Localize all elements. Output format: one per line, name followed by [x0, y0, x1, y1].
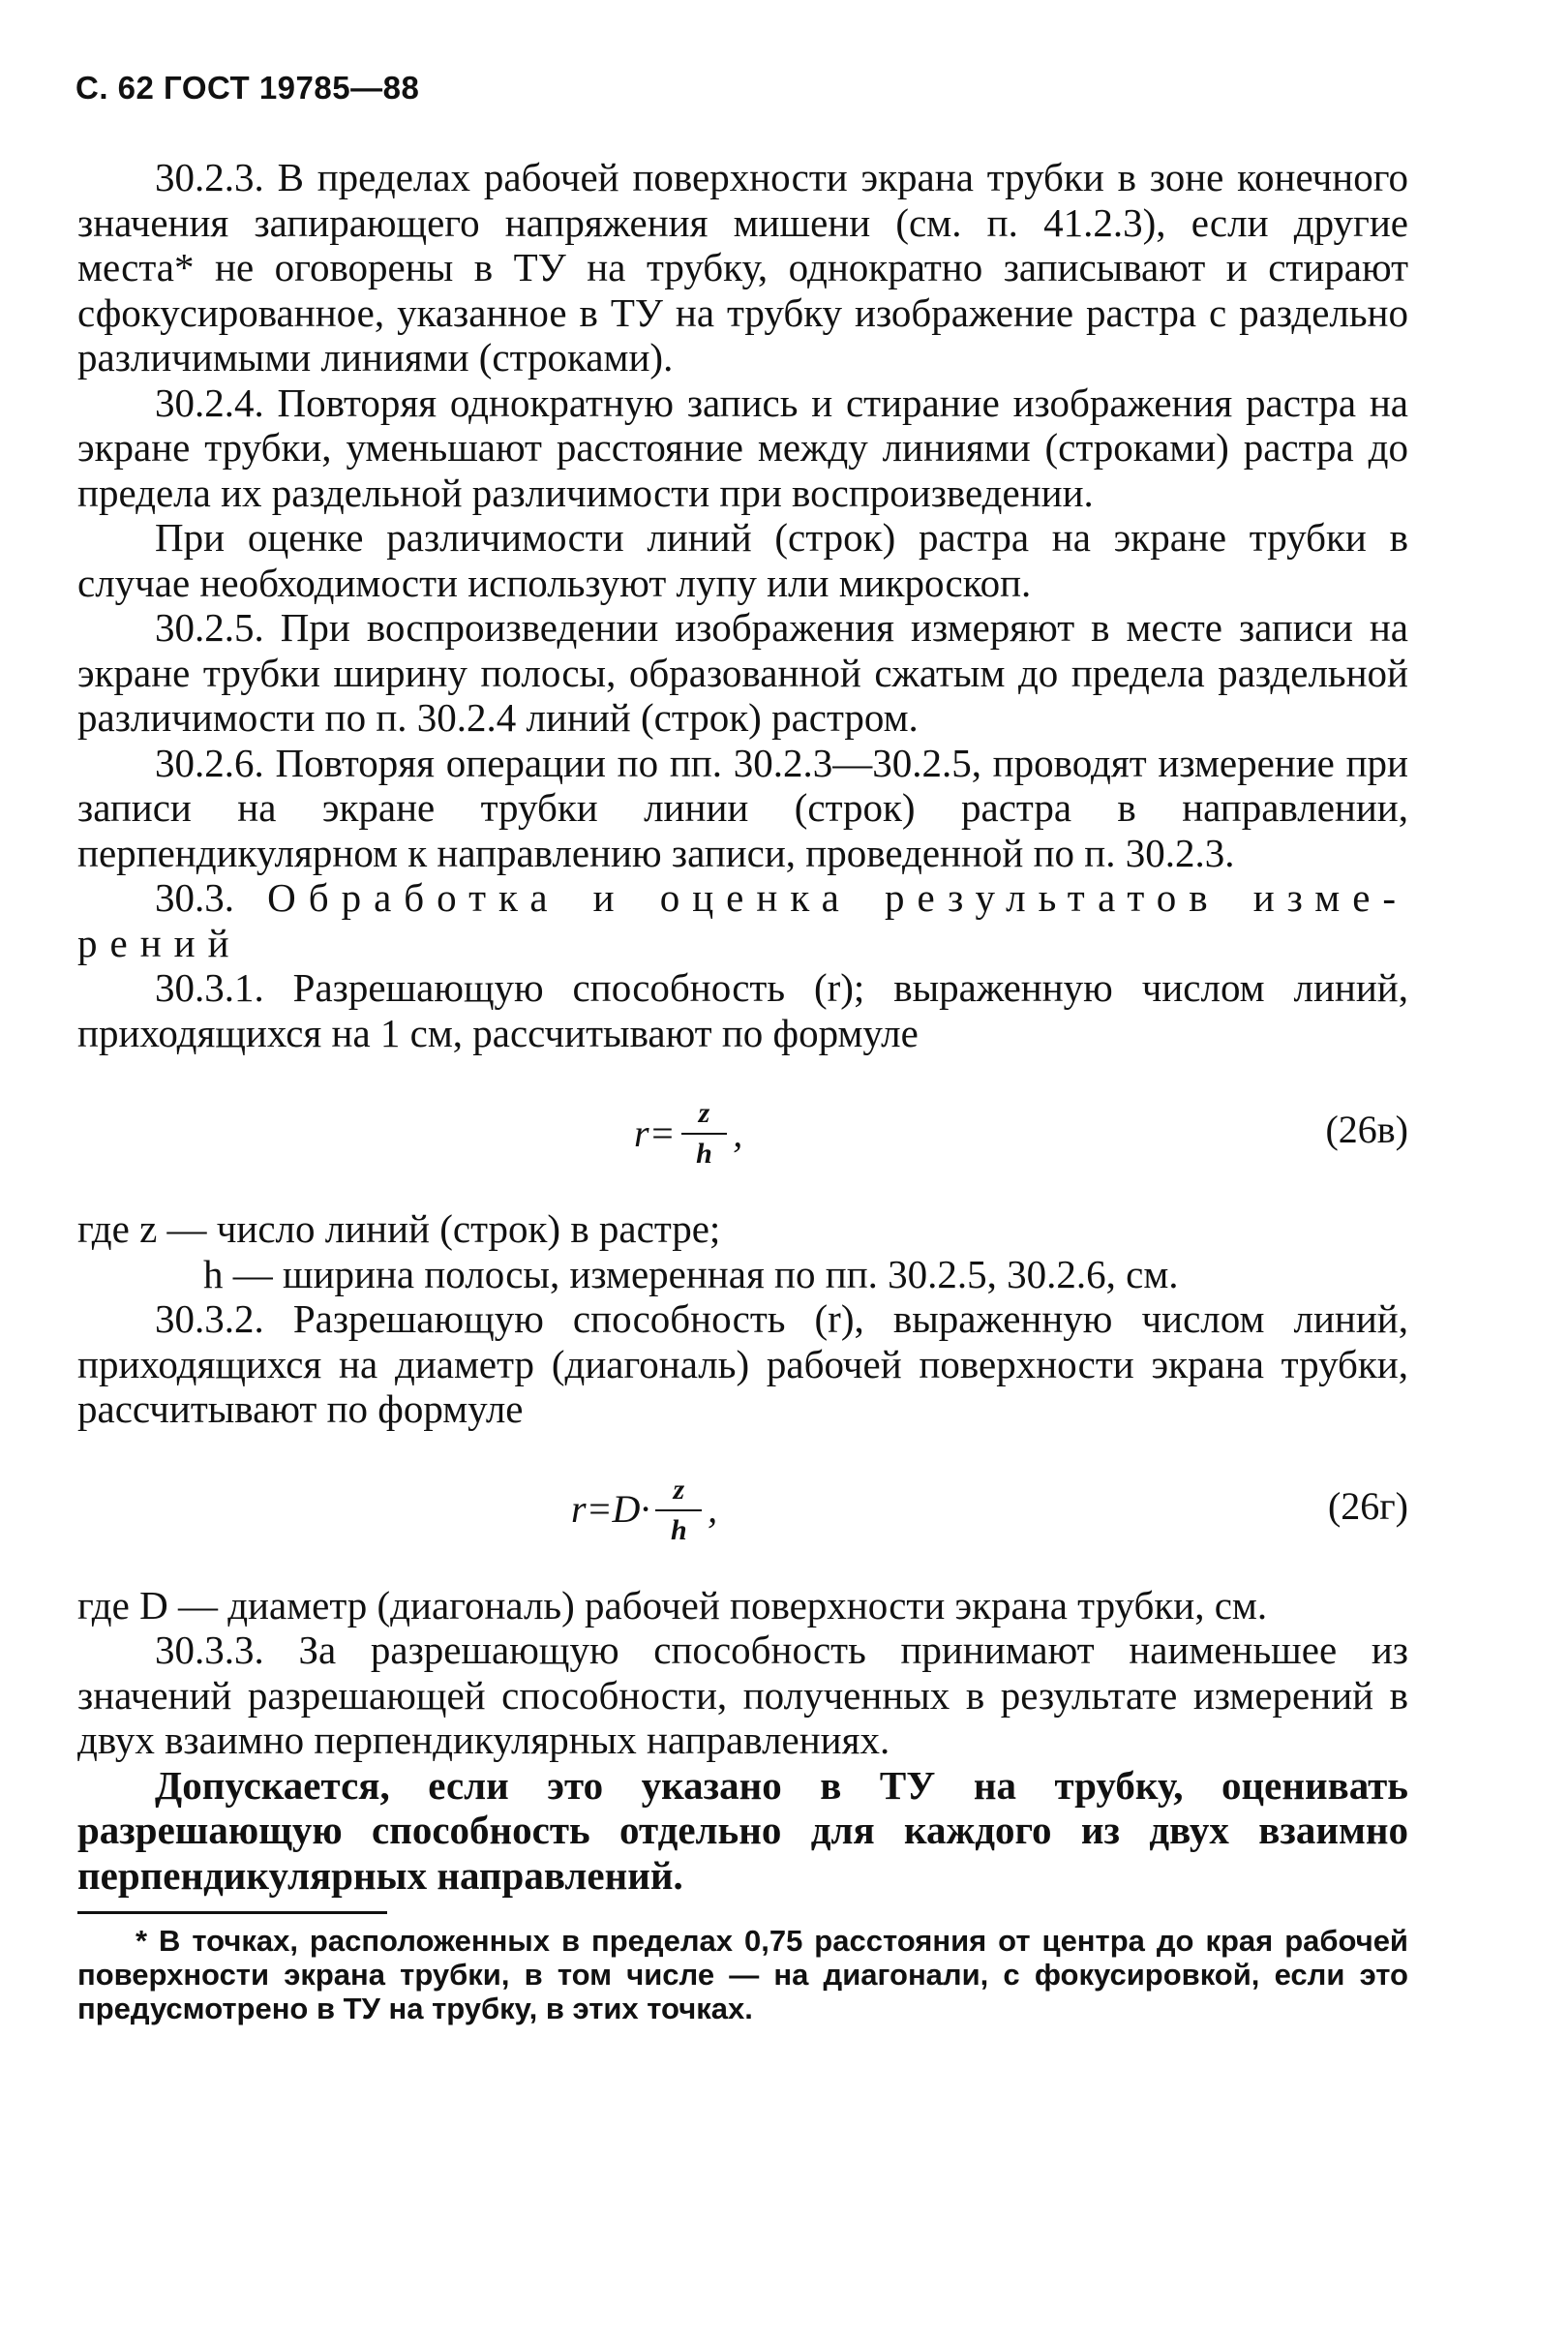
paragraph-30-2-4: 30.2.4. Повторяя однократную запись и стирание изображения растра на экране трубки, уменьшают расстояние между линиями (строками) растра до предела их раздельной различимости при воспроизведении.	[77, 380, 1408, 515]
paragraph-30-3-2: 30.3.2. Разрешающую способность (r), выраженную числом линий, приходящихся на диаметр (диагональ) рабочей поверхности экрана трубки, рассчитывают по формуле	[77, 1296, 1408, 1431]
paragraph-30-3-1: 30.3.1. Разрешающую способность (r); выраженную числом линий, приходящихся на 1 см, рассчитывают по формуле	[77, 965, 1408, 1055]
fraction-denominator: h	[696, 1138, 712, 1170]
footnote: * В точках, расположенных в пределах 0,75 расстояния от центра до края рабочей поверхности экрана трубки, в том числе — на диагонали, с фокусировкой, если это предусмотрено в ТУ на трубку, в этих точках.	[77, 1924, 1408, 2025]
fraction-denominator: h	[670, 1513, 687, 1546]
fraction-numerator: z	[655, 1471, 702, 1511]
formula-fraction	[655, 1471, 702, 1550]
section-number: 30.3.	[155, 875, 234, 920]
footnote-divider	[77, 1911, 387, 1914]
formula-fraction	[681, 1094, 728, 1173]
document-body	[77, 155, 1408, 2025]
formula-expression	[634, 1080, 742, 1187]
section-word: и	[592, 875, 627, 920]
formula-lhs: r=D·	[571, 1487, 650, 1532]
section-word: изме-	[1252, 875, 1409, 920]
paragraph-30-2-6: 30.2.6. Повторяя операции по пп. 30.2.3—30.2.5, проводят измерение при записи на экране трубки линии (строк) растра в направлении, перпендикулярном к направлению записи, проведенной по п. 30.2.3.	[77, 740, 1408, 875]
paragraph-30-2-5: 30.2.5. При воспроизведении изображения измеряют в месте записи на экране трубки ширину полосы, образованной сжатым до предела раздельной различимости по п. 30.2.4 линий (строк) растром.	[77, 605, 1408, 740]
formula-lhs: r=	[634, 1111, 676, 1155]
paragraph-allowance: Допускается, если это указано в ТУ на трубку, оценивать разрешающую способность отдельно для каждого из двух взаимно перпендикулярных направлений.	[77, 1762, 1408, 1898]
paragraph-30-2-3: 30.2.3. В пределах рабочей поверхности экрана трубки в зоне конечного значения запирающего напряжения мишени (см. п. 41.2.3), если другие места* не оговорены в ТУ на трубку, однократно записывают и стирают сфокусированное, указанное в ТУ на трубку изображение растра с раздельно различимыми линиями (строками).	[77, 155, 1408, 380]
where-z-definition: где z — число линий (строк) в растре;	[77, 1206, 721, 1251]
formula-label: (26в)	[1325, 1108, 1408, 1151]
formula-26v	[77, 1080, 1408, 1187]
section-heading-30-3	[77, 875, 1408, 921]
formula-tail: ,	[733, 1111, 743, 1155]
fraction-numerator: z	[681, 1094, 728, 1135]
section-heading-continued: рений	[77, 920, 242, 965]
formula-26g	[77, 1457, 1408, 1564]
where-h-definition: h — ширина полосы, измеренная по пп. 30.2.5, 30.2.6, см.	[203, 1251, 1179, 1296]
formula-expression	[571, 1457, 717, 1564]
section-word: результатов	[884, 875, 1221, 920]
formula-label: (26г)	[1327, 1483, 1408, 1528]
paragraph-magnifier-note: При оценке различимости линий (строк) растра на экране трубки в случае необходимости используют лупу или микроскоп.	[77, 515, 1408, 605]
page-header: С. 62 ГОСТ 19785—88	[75, 70, 420, 106]
where-d-definition: где D — диаметр (диагональ) рабочей поверхности экрана трубки, см.	[77, 1582, 1268, 1628]
formula-tail: ,	[708, 1487, 718, 1532]
paragraph-30-3-3: 30.3.3. За разрешающую способность принимают наименьшее из значений разрешающей способности, полученных в результате измерений в двух взаимно перпендикулярных направлениях.	[77, 1628, 1408, 1762]
section-word: Обработка	[267, 875, 560, 920]
section-word: оценка	[659, 875, 852, 920]
